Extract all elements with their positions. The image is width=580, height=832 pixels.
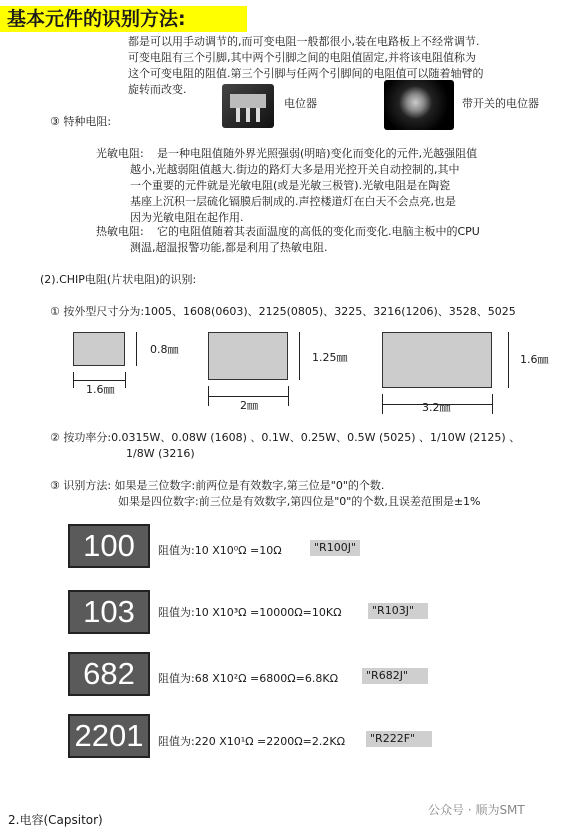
thermistor-line: 测温,超温报警功能,都是利用了热敏电阻. [130,241,328,254]
method-line: ③ 识别方法: 如果是三位数字:前两位是有效数字,第三位是"0"的个数. [50,479,385,492]
resistance-formula: 阻值为:68 X10²Ω =6800Ω=6.8KΩ [158,672,338,685]
potentiometer-photo [222,84,274,128]
resistance-formula: 阻值为:220 X10¹Ω =2200Ω=2.2KΩ [158,735,345,748]
intro-line: 旋转而改变. [128,83,187,96]
resistance-formula: 阻值为:10 X10⁰Ω =10Ω [158,544,282,557]
page-title: 基本元件的识别方法: [0,6,247,32]
capacitor-heading: 2.电容(Capsitor) [8,813,103,827]
power-line: ② 按功率分:0.0315W、0.08W (1608) 、0.1W、0.25W、0.5W (5025) 、1/10W (2125) 、 [50,431,521,444]
size-heading: ① 按外型尺寸分为:1005、1608(0603)、2125(0805)、3225、3216(1206)、3528、5025 [50,305,516,318]
marking-code: "R682J" [362,668,428,684]
marking-code: "R222F" [366,731,432,747]
method-line: 如果是四位数字:前三位是有效数字,第四位是"0"的个数,且误差范围是±1% [118,495,481,508]
potentiometer-caption: 电位器 [284,97,317,110]
chip-large-width-label: 3.2㎜ [422,401,451,414]
thermistor-line: 它的电阻值随着其表面温度的高低的变化而变化.电脑主板中的CPU [157,225,480,238]
resistor-code-box: 100 [68,524,150,568]
marking-code: "R100J" [310,540,360,556]
intro-line: 都是可以用手动调节的,而可变电阻一般都很小,装在电路板上不经常调节. [128,35,480,48]
chip-heading: (2).CHIP电阻(片状电阻)的识别: [40,273,197,286]
chip-small-width-label: 1.6㎜ [86,383,115,396]
photoresistor-line: 基座上沉积一层硫化镉膜后制成的.声控楼道灯在白天不会点亮,也是 [130,195,456,208]
chip-large [382,332,492,388]
resistor-code-box: 2201 [68,714,150,758]
chip-small [73,332,125,366]
resistance-formula: 阻值为:10 X10³Ω =10000Ω=10KΩ [158,606,342,619]
switch-potentiometer-caption: 带开关的电位器 [462,97,539,110]
chip-medium [208,332,288,380]
resistor-code-box: 682 [68,652,150,696]
resistor-code-box: 103 [68,590,150,634]
special-heading: ③ 特种电阻: [50,115,112,128]
chip-small-height-label: 0.8㎜ [150,343,179,356]
photoresistor-line: 因为光敏电阻在起作用. [130,211,244,224]
photoresistor-line: 越小,光越弱阻值越大.街边的路灯大多是用光控开关自动控制的,其中 [130,163,460,176]
switch-potentiometer-photo [384,80,454,130]
chip-medium-width-label: 2㎜ [240,399,258,412]
photoresistor-label: 光敏电阻: [96,147,144,160]
chip-large-height-label: 1.6㎜ [520,353,549,366]
thermistor-label: 热敏电阻: [96,225,144,238]
photoresistor-line: 是一种电阻值随外界光照强弱(明暗)变化而变化的元件,光越强阻值 [157,147,478,160]
intro-line: 这个可变电阻的阻值.第三个引脚与任两个引脚间的电阻值可以随着轴臂的 [128,67,484,80]
marking-code: "R103J" [368,603,428,619]
power-line: 1/8W (3216) [126,447,195,460]
intro-line: 可变电阻有三个引脚,其中两个引脚之间的电阻值固定,并将该电阻值称为 [128,51,476,64]
watermark: 公众号 · 顺为SMT [428,803,525,817]
photoresistor-line: 一个重要的元件就是光敏电阻(或是光敏三极管).光敏电阻是在陶瓷 [130,179,451,192]
chip-medium-height-label: 1.25㎜ [312,351,348,364]
